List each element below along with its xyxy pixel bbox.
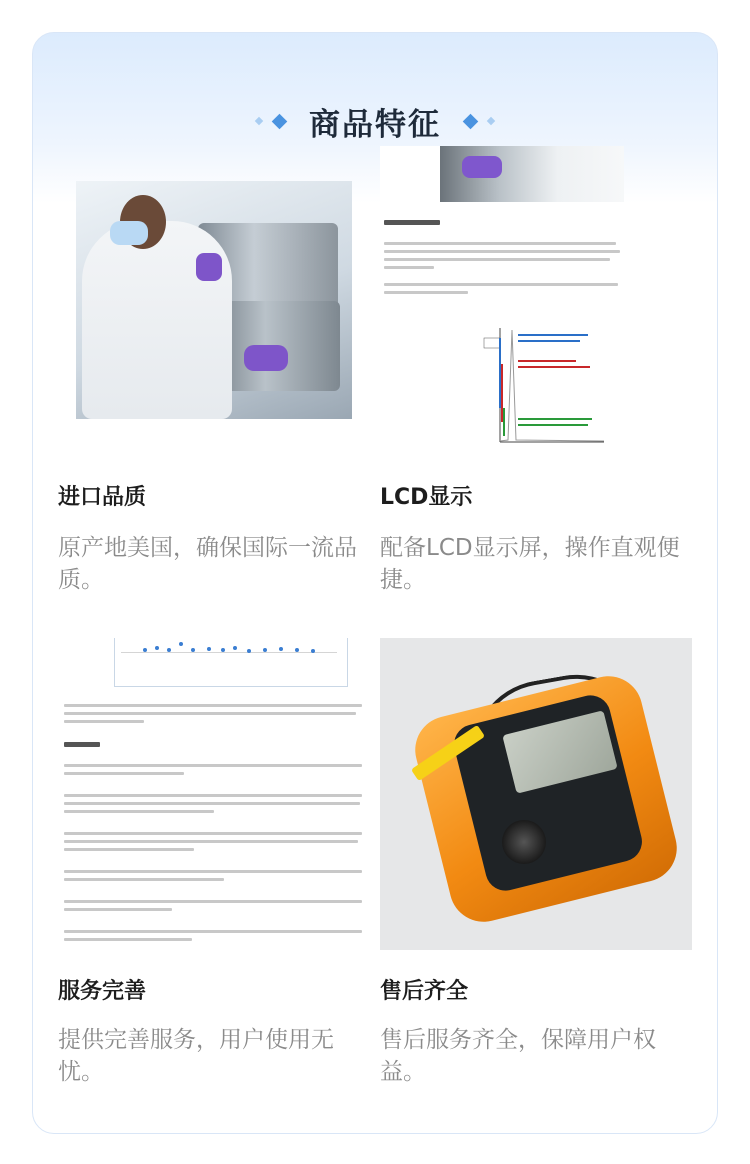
diamond-decoration-icon [272, 113, 288, 129]
diamond-decoration-icon [255, 117, 263, 125]
feature-title: 服务完善 [58, 979, 147, 1004]
feature-description: 配备LCD显示屏，操作直观便捷。 [380, 535, 680, 593]
lcd-meter-image [380, 638, 692, 950]
feature-description: 原产地美国，确保国际一流品质。 [58, 535, 357, 593]
uplc-document-image [380, 146, 624, 458]
section-header [33, 93, 717, 149]
diamond-decoration-icon [487, 117, 495, 125]
chromatogram-chart-icon [480, 324, 606, 454]
feature-description: 售后服务齐全，保障用户权益。 [380, 1027, 656, 1085]
lab-scientist-image [76, 181, 352, 419]
diamond-decoration-icon [463, 113, 479, 129]
feature-title: LCD显示 [380, 485, 473, 510]
feature-description: 提供完善服务，用户使用无忧。 [58, 1027, 334, 1085]
feature-title: 售后齐全 [380, 979, 469, 1004]
feature-title: 进口品质 [58, 485, 147, 510]
section-title: 商品特征 [309, 106, 441, 143]
service-document-image [58, 638, 366, 950]
